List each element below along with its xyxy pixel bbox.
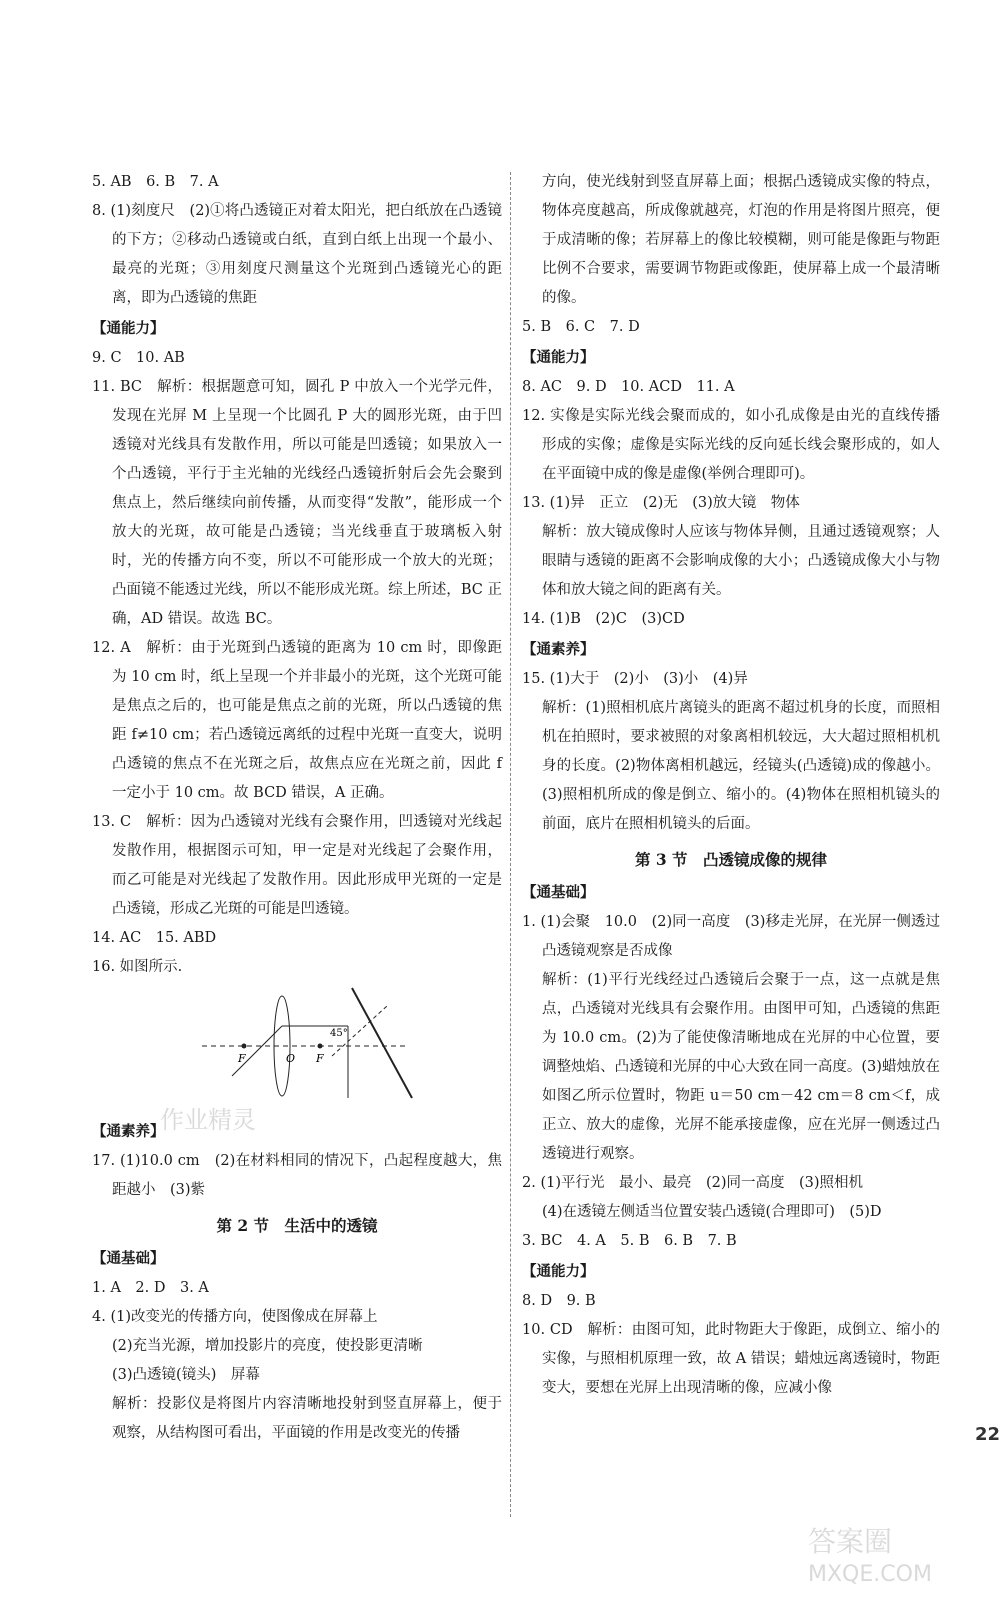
section-heading: 【通基础】 [522, 884, 595, 901]
explanation: 方向，使光线射到竖直屏幕上面；根据凸透镜成实像的特点，物体亮度越高，所成像就越亮，灯泡的作用是将图片照亮，便于成清晰的像；若屏幕上的像比较模糊，则可能是像距与物距比例不合要求，需要调节物距或像距，使屏幕上成一个最清晰的像。 [542, 174, 940, 306]
answer-line: 12. 实像是实际光线会聚而成的，如小孔成像是由光的直线传播形成的实像；虚像是实际光线的反向延长线会聚形成的，如人在平面镜中成的像是虚像(举例合理即可)。 [522, 408, 940, 482]
left-column [92, 168, 502, 1448]
answer-line: (4)在透镜左侧适当位置安装凸透镜(合理即可) (5)D [542, 1204, 882, 1220]
answer-line: 1. A 2. D 3. A [92, 1280, 209, 1296]
center-label: O [286, 1052, 296, 1065]
section-heading: 【通能力】 [92, 320, 165, 337]
answer-line: 8. D 9. B [522, 1293, 596, 1309]
answer-line: 5. AB 6. B 7. A [92, 174, 219, 190]
answer-line: 10. CD 解析：由图可知，此时物距大于像距，成倒立、缩小的实像，与照相机原理一致，故 A 错误；蜡烛远离透镜时，物距变大，要想在光屏上出现清晰的像，应减小像 [522, 1322, 940, 1396]
section-heading: 【通基础】 [92, 1250, 165, 1267]
answer-line: 15. (1)大于 (2)小 (3)小 (4)异 [522, 671, 748, 687]
watermark: MXQE.COM [808, 1562, 932, 1587]
focus-label: F [238, 1052, 246, 1065]
answer-line: 17. (1)10.0 cm (2)在材料相同的情况下，凸起程度越大，焦距越小 (3)紫 [92, 1153, 502, 1198]
answer-line: 13. C 解析：因为凸透镜对光线有会聚作用，凹透镜对光线起发散作用，根据图示可知，甲一定是对光线起了会聚作用，而乙可能是对光线起了发散作用。因此形成甲光斑的一定是凸透镜，形成乙光斑的可能是凹透镜。 [92, 814, 502, 917]
answer-line: 14. (1)B (2)C (3)CD [522, 611, 685, 627]
focus-point [242, 1044, 247, 1049]
answer-line: 2. (1)平行光 最小、最亮 (2)同一高度 (3)照相机 [522, 1175, 864, 1191]
answer-line: 13. (1)异 正立 (2)无 (3)放大镜 物体 [522, 495, 800, 511]
lens-diagram [202, 986, 417, 1101]
answer-line: (3)凸透镜(镜头) 屏幕 [112, 1367, 260, 1383]
answer-line: 14. AC 15. ABD [92, 930, 217, 946]
section-heading: 【通能力】 [522, 349, 595, 366]
answer-line: 16. 如图所示. [92, 959, 183, 975]
explanation: 解析：(1)平行光线经过凸透镜后会聚于一点，这一点就是焦点，凸透镜对光线具有会聚作用。由图甲可知，凸透镜的焦距为 10.0 cm。(2)为了能使像清晰地成在光屏的中心位置，要调整烛焰、凸透镜和光屏的中心大致在同一高度。(3)蜡烛放在如图乙所示位置时，物距 u＝50 cm－42 cm＝8 cm＜f，成正立、放大的虚像，光屏不能承接虚像，应在光屏一侧透过凸透镜进行观察。 [542, 972, 940, 1162]
answer-line: (2)充当光源，增加投影片的亮度，使投影更清晰 [112, 1338, 423, 1354]
right-column [522, 168, 940, 1403]
plane-mirror [352, 988, 412, 1098]
explanation: 解析：投影仪是将图片内容清晰地投射到竖直屏幕上，便于观察，从结构图可看出，平面镜的作用是改变光的传播 [112, 1396, 502, 1441]
angle-label: 45° [330, 1028, 348, 1039]
focus-point [318, 1044, 323, 1049]
watermark: 作业精灵 [160, 1106, 256, 1134]
answer-line: 12. A 解析：由于光斑到凸透镜的距离为 10 cm 时，即像距为 10 cm 时，纸上呈现一个并非最小的光斑，这个光斑可能是焦点之后的，也可能是焦点之前的光斑，所以凸透镜的焦距 f≠10 cm；若凸透镜远离纸的过程中光斑一直变大，说明凸透镜的焦点不在光斑之后，故焦点应在光斑之前，因此 f 一定小于 10 cm。故 BCD 错误，A 正确。 [92, 640, 502, 801]
section-heading: 【通素养】 [522, 641, 595, 658]
column-divider [510, 172, 511, 1517]
answer-line: 8. (1)刻度尺 (2)①将凸透镜正对着太阳光，把白纸放在凸透镜的下方；②移动凸透镜或白纸，直到白纸上出现一个最小、最亮的光斑；③用刻度尺测量这个光斑到凸透镜光心的距离，即为凸透镜的焦距 [92, 203, 502, 306]
section-heading: 【通能力】 [522, 1263, 595, 1280]
answer-line: 4. (1)改变光的传播方向，使图像成在屏幕上 [92, 1309, 378, 1325]
section-title: 第 3 节 凸透镜成像的规律 [634, 850, 828, 869]
section-heading: 【通素养】 [92, 1123, 165, 1140]
answer-line: 3. BC 4. A 5. B 6. B 7. B [522, 1233, 737, 1249]
watermark: 答案圈 [808, 1525, 893, 1558]
answer-line: 5. B 6. C 7. D [522, 319, 640, 335]
focus-label: F [316, 1052, 324, 1065]
answer-line: 1. (1)会聚 10.0 (2)同一高度 (3)移走光屏，在光屏一侧透过凸透镜观察是否成像 [522, 914, 940, 959]
explanation: 解析：放大镜成像时人应该与物体异侧，且通过透镜观察；人眼睛与透镜的距离不会影响成像的大小；凸透镜成像大小与物体和放大镜之间的距离有关。 [542, 524, 940, 598]
page-number: 22 [974, 1424, 1000, 1445]
explanation: 解析：(1)照相机底片离镜头的距离不超过机身的长度，而照相机在拍照时，要求被照的对象离相机较远，大大超过照相机机身的长度。(2)物体离相机越远，经镜头(凸透镜)成的像越小。(3)照相机所成的像是倒立、缩小的。(4)物体在照相机镜头的前面，底片在照相机镜头的后面。 [542, 700, 940, 832]
answer-line: 11. BC 解析：根据题意可知，圆孔 P 中放入一个光学元件，发现在光屏 M 上呈现一个比圆孔 P 大的圆形光斑，由于凹透镜对光线具有发散作用，所以可能是凹透镜；如果放入一个凸透镜，平行于主光轴的光线经凸透镜折射后会先会聚到焦点上，然后继续向前传播，从而变得“发散”，能形成一个放大的光斑，故可能是凸透镜；当光线垂直于玻璃板入射时，光的传播方向不变，所以不可能形成一个放大的光斑；凸面镜不能透过光线，所以不能形成光斑。综上所述，BC 正确，AD 错误。故选 BC。 [92, 379, 502, 627]
answer-line: 8. AC 9. D 10. ACD 11. A [522, 379, 735, 395]
answer-line: 9. C 10. AB [92, 350, 185, 366]
section-title: 第 2 节 生活中的透镜 [216, 1216, 378, 1235]
